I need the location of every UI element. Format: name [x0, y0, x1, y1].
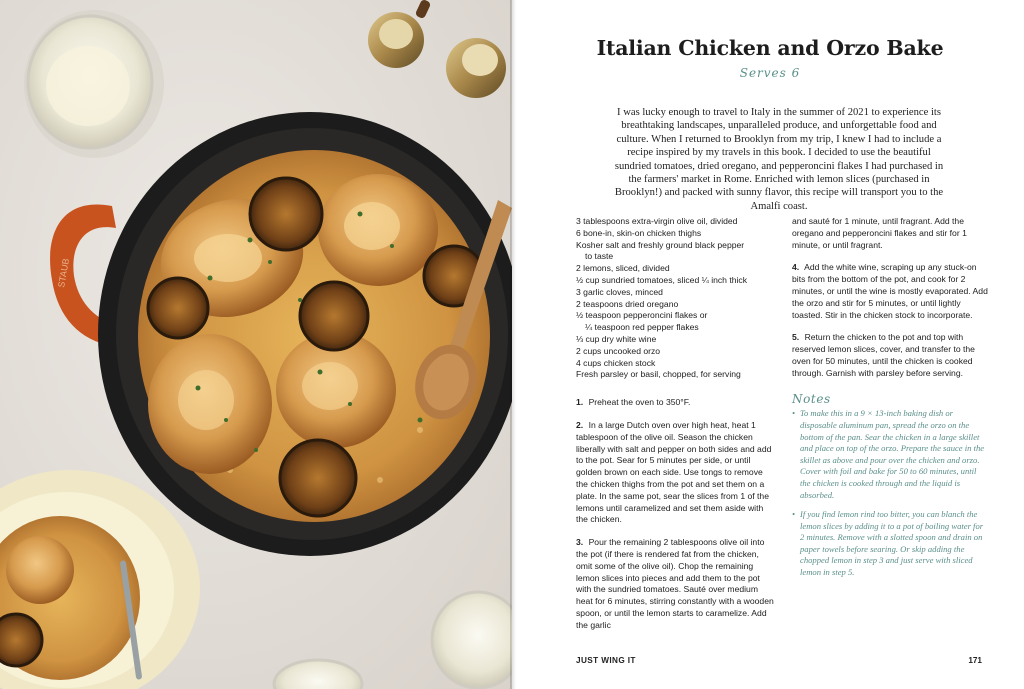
ingredient-item: ¼ teaspoon red pepper flakes: [585, 322, 699, 333]
recipe-step: [576, 397, 776, 409]
step-text: Add the white wine, scraping up any stuck-on bits from the bottom of the pot, and cook for 2 minutes, or until the wine is mostly evaporated. Add the orzo and stir for 5 minutes, or until lightly toasted. Stir in the chicken stock to incorporate.: [792, 262, 988, 320]
recipe-title: Italian Chicken and Orzo Bake: [596, 36, 944, 60]
step-text: In a large Dutch oven over high heat, heat 1 tablespoon of the olive oil. Season the chicken liberally with salt and pepper on both sides and add to the pot. Sear for 5 minutes per side, or until golden brown on each side. Use tongs to remove the chicken thighs from the pot and set them on a plate. In the same pot, sear the slices from 1 of the lemons until caramelized and set them aside with the chicken.: [576, 419, 772, 525]
ingredient-item: 2 teaspoons dried oregano: [576, 298, 679, 309]
ingredient-item: 2 lemons, sliced, divided: [576, 263, 670, 274]
recipe-right-column: [792, 216, 988, 587]
step-list-left: [576, 397, 776, 631]
step-number: 4.: [792, 262, 800, 273]
ingredient-item: ½ teaspoon pepperoncini flakes or: [576, 310, 708, 321]
pot-brand-label: STAUB: [56, 257, 72, 289]
page-number: 171: [968, 656, 982, 665]
step-number: 1.: [576, 397, 584, 408]
step-text: Return the chicken to the pot and top with reserved lemon slices, cover, and transfer to the oven for 50 minutes, until the chicken is cooked through. Garnish with parsley before serving.: [792, 332, 975, 378]
recipe-step: [576, 420, 776, 526]
ingredient-item: ½ cup sundried tomatoes, sliced ¼ inch thick: [576, 274, 748, 285]
notes-list: [792, 408, 988, 578]
step-number: 5.: [792, 332, 800, 343]
note-item: • If you find lemon rind too bitter, you can blanch the lemon slices by adding it to a pot of boiling water for 2 minutes. Remove with a slotted spoon and drain on paper towels before searing. Or skip adding the chopped lemon in step 3 and just serve with sliced lemon in step 5.: [792, 509, 988, 579]
recipe-left-column: [576, 216, 776, 643]
ingredient-item: 2 cups uncooked orzo: [576, 345, 661, 356]
recipe-step: [792, 262, 988, 321]
recipe-serves: Serves 6: [739, 66, 801, 80]
recipe-step: [576, 537, 776, 631]
ingredient-item: 4 cups chicken stock: [576, 357, 656, 368]
step-number: 2.: [576, 419, 584, 430]
ingredient-list: [576, 216, 776, 381]
wine-glass-top: [24, 10, 164, 158]
recipe-step: [792, 332, 988, 379]
ingredient-item: to taste: [585, 251, 614, 262]
water-glass-bottom-right: [432, 592, 512, 688]
recipe-step-continued: and sauté for 1 minute, until fragrant. Add the oregano and pepperoncini flakes and stir for 1 minute, or until fragrant.: [792, 216, 967, 250]
ingredient-item: Kosher salt and freshly ground black pepper: [576, 239, 745, 250]
ingredient-item: 6 bone-in, skin-on chicken thighs: [576, 227, 702, 238]
step-text: Pour the remaining 2 tablespoons olive oil into the pot (if there is rendered fat from the chicken, omit some of the olive oil). Chop the remaining lemon slices into pieces and add them to the pot with the sundried tomatoes. Sauté over medium heat for 6 minutes, stirring constantly with a wooden spoon, or until the lemon starts to caramelize. Add the garlic: [576, 537, 774, 630]
pepper-shaker: [446, 38, 506, 98]
recipe-intro: I was lucky enough to travel to Italy in the summer of 2021 to experience its breathtaking landscapes, unparalleled produce, and unforgettable food and culture. When I returned to Brooklyn from my trip, I knew I had to include a recipe inspired by my travels in this book. I decided to use the beautiful sundried tomatoes, dried oregano, and pepperoncini flakes I had purchased in the farmers' market in Rome. Enriched with lemon slices (purchased in Brooklyn!) and packed with sunny flavor, this recipe will transport you to the Amalfi coast.: [614, 107, 944, 212]
notes-heading: Notes: [792, 391, 831, 406]
ingredient-item: ⅓ cup dry white wine: [576, 333, 657, 344]
step-number: 3.: [576, 537, 584, 548]
ingredient-item: 3 garlic cloves, minced: [576, 286, 663, 297]
recipe-page: [516, 0, 1024, 689]
ingredient-item: Fresh parsley or basil, chopped, for serving: [576, 369, 741, 380]
step-text: Preheat the oven to 350°F.: [588, 397, 691, 408]
running-footer-section: JUST WING IT: [576, 656, 636, 665]
ingredient-item: 3 tablespoons extra-virgin olive oil, divided: [576, 216, 738, 226]
note-item: • To make this in a 9 × 13-inch baking dish or disposable aluminum pan, spread the orzo on the bottom of the pan. Sear the chicken in a large skillet and place on top of the orzo. Prepare the sauce in the skillet as above and pour over the chicken and orzo. Cover with foil and bake for 50 to 60 minutes, until the chicken is cooked through and the liquid is absorbed.: [792, 408, 988, 501]
